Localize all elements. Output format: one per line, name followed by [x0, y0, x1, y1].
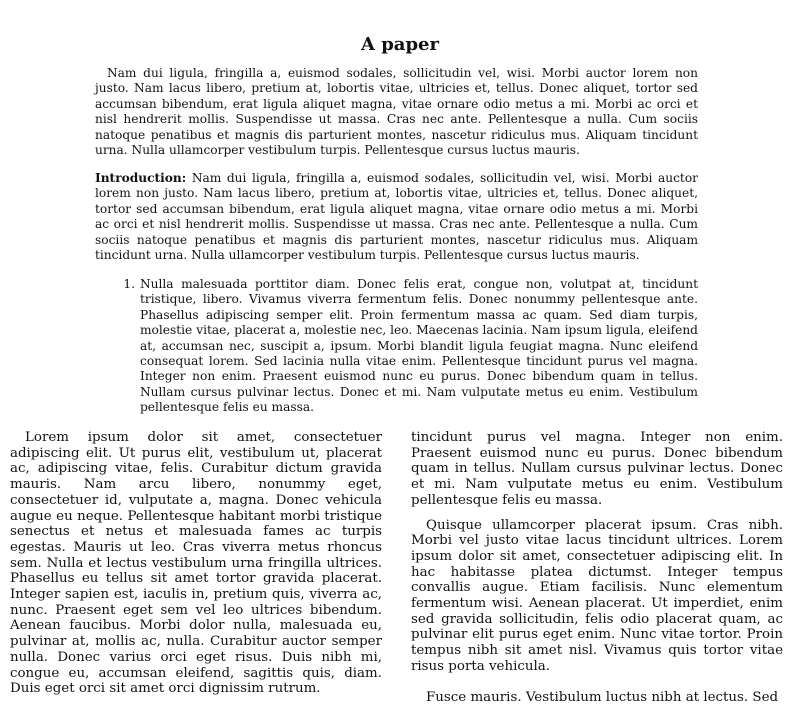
left-column-paragraph: Lorem ipsum dolor sit amet, consectetuer adipiscing elit. Ut purus elit, vestibulum ut, placerat ac, adipiscing vitae, felis. Curabitur dictum gravida mauris. Nam arcu libero, nonummy eget, consectetuer id, vulputate a, magna. Donec vehicula augue eu neque. Pellentesque habitant morbi tristique senectus et netus et malesuada fames ac turpis egestas. Mauris ut leo. Cras viverra metus rhoncus sem. Nulla et lectus vestibulum urna fringilla ultrices. Phasellus eu tellus sit amet tortor gravida placerat. Integer sapien est, iaculis in, pretium quis, viverra ac, nunc. Praesent eget sem vel leo ultrices bibendum. Aenean faucibus. Morbi dolor nulla, malesuada eu, pulvinar at, mollis ac, nulla. Curabitur auctor semper nulla. Donec varius orci eget risus. Duis nibh mi, congue eu, accumsan eleifend, sagittis quis, diam. Duis eget orci sit amet orci dignissim rutrum. — [10, 430, 382, 697]
numbered-list — [95, 277, 698, 416]
right-column-paragraph-2: Quisque ullamcorper placerat ipsum. Cras nibh. Morbi vel justo vitae lacus tincidunt ultrices. Lorem ipsum dolor sit amet, consectetuer adipiscing elit. In hac habitasse platea dictumst. Integer tempus convallis augue. Etiam facilisis. Nunc elementum fermentum wisi. Aenean placerat. Ut imperdiet, enim sed gravida sollicitudin, felis odio placerat quam, ac pulvinar elit purus eget enim. Nunc vitae tortor. Proin tempus nibh sit amet nisl. Vivamus quis tortor vitae risus porta vehicula. — [411, 517, 783, 674]
right-column-paragraph-3-partial — [411, 690, 783, 705]
list-item-text: Nulla malesuada porttitor diam. Donec felis erat, congue non, volutpat at, tincidunt tristique, libero. Vivamus viverra fermentum felis. Donec nonummy pellentesque ante. Phasellus adipiscing semper elit. Proin fermentum massa ac quam. Sed diam turpis, molestie vitae, placerat a, molestie nec, leo. Maecenas lacinia. Nam ipsum ligula, eleifend at, accumsan nec, suscipit a, ipsum. Morbi blandit ligula feugiat magna. Nunc eleifend consequat lorem. Sed lacinia nulla vitae enim. Pellentesque tincidunt purus vel magna. Integer non enim. Praesent euismod nunc eu purus. Donec bibendum quam in tellus. Nullam cursus pulvinar lectus. Donec et mi. Nam vulputate metus eu enim. Vestibulum pellentesque felis eu massa. — [140, 277, 698, 415]
right-column-paragraph-1: tincidunt purus vel magna. Integer non enim. Praesent euismod nunc eu purus. Donec bibendum quam in tellus. Nullam cursus pulvinar lectus. Donec et mi. Nam vulputate metus eu enim. Vestibulum pellentesque felis eu massa. — [411, 430, 783, 508]
paper-title: A paper — [360, 34, 439, 55]
list-item — [95, 277, 698, 416]
introduction-paragraph — [95, 171, 698, 263]
introduction-text: Nam dui ligula, fringilla a, euismod sodales, sollicitudin vel, wisi. Morbi auctor lorem non justo. Nam lacus libero, pretium at, lobortis vitae, ultricies et, tellus. Donec aliquet, tortor sed accumsan bibendum, erat ligula aliquet magna, vitae ornare odio metus a mi. Morbi ac orci et nisl hendrerit mollis. Suspendisse ut massa. Cras nec ante. Pellentesque a nulla. Cum sociis natoque penatibus et magnis dis parturient montes, nascetur ridiculus mus. Aliquam tincidunt urna. Nulla ullamcorper vestibulum turpis. Pellentesque cursus luctus mauris. — [95, 171, 698, 263]
left-column — [10, 430, 382, 697]
right-column-paragraph-3-text: Fusce mauris. Vestibulum luctus nibh at lectus. Sed — [426, 690, 779, 705]
abstract: Nam dui ligula, fringilla a, euismod sodales, sollicitudin vel, wisi. Morbi auctor lorem non justo. Nam lacus libero, pretium at, lobortis vitae, ultricies et, tellus. Donec aliquet, tortor sed accumsan bibendum, erat ligula aliquet magna, vitae ornare odio metus a mi. Morbi ac orci et nisl hendrerit mollis. Suspendisse ut massa. Cras nec ante. Pellentesque a nulla. Cum sociis natoque penatibus et magnis dis parturient montes, nascetur ridiculus mus. Aliquam tincidunt urna. Nulla ullamcorper vestibulum turpis. Pellentesque cursus luctus mauris. — [95, 66, 698, 158]
introduction-label: Introduction: — [95, 171, 187, 185]
list-item-number: 1. — [123, 277, 135, 291]
right-column — [411, 430, 783, 675]
